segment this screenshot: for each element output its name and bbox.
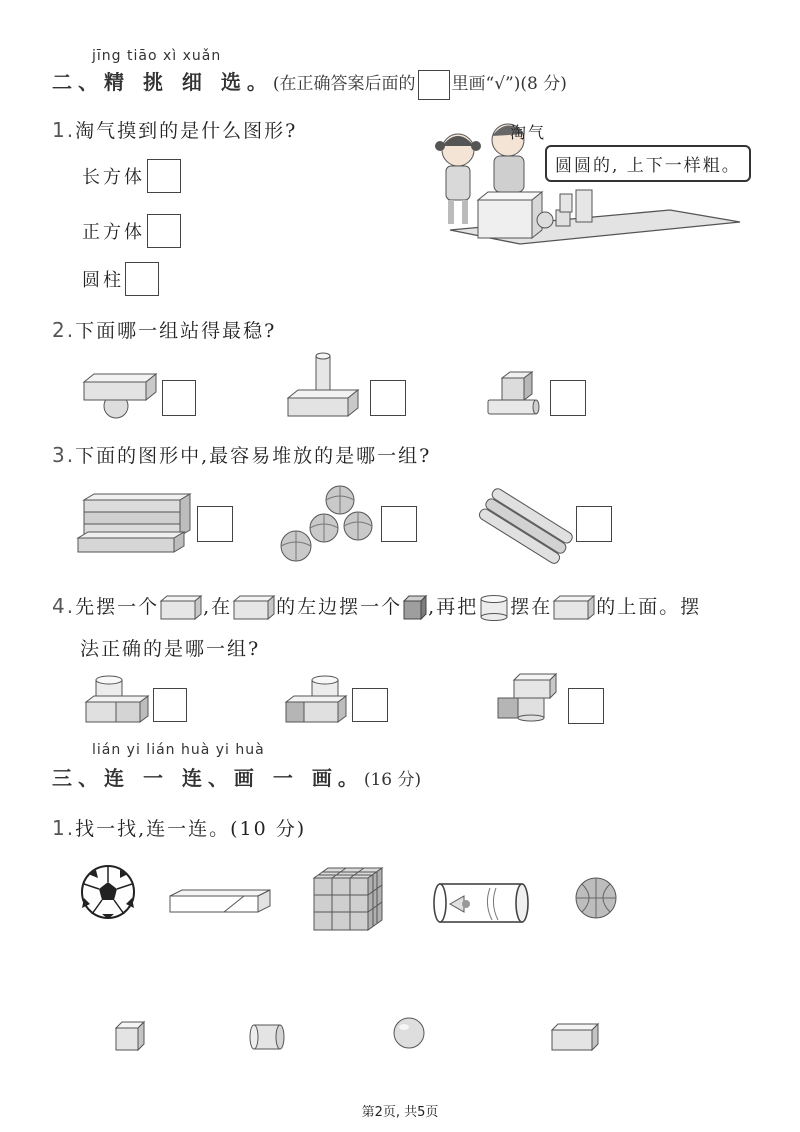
q1-answer-box-3[interactable] — [125, 262, 159, 296]
cylinder-shape-icon[interactable] — [248, 1022, 288, 1052]
q3-boards-shapes — [76, 490, 196, 560]
section2-period: 。 — [246, 70, 273, 94]
speaker-label: 淘气 — [510, 123, 547, 142]
basketball-icon[interactable] — [574, 876, 622, 924]
q1-title — [52, 116, 297, 143]
sphere-shape-icon[interactable] — [392, 1016, 428, 1052]
q1-answer-box-1[interactable] — [147, 159, 181, 193]
speech-bubble: 圆圆的, 上下一样粗。 — [545, 145, 751, 182]
q4-option2-shapes — [284, 674, 354, 726]
cylinder-icon — [560, 194, 572, 212]
q2-number: 2. — [52, 318, 76, 342]
cylinder-icon — [478, 594, 510, 622]
q2-answer-box-2[interactable] — [370, 380, 406, 416]
q4-part6: 的上面。摆 — [596, 596, 702, 618]
q2-answer-box-3[interactable] — [550, 380, 586, 416]
q2-group3-shapes — [486, 372, 546, 422]
q2-group1-shapes — [82, 360, 162, 420]
q2-group2-shapes — [286, 350, 366, 420]
q4-option3-shapes — [496, 670, 566, 722]
cuboid-icon-3 — [552, 595, 596, 621]
section3-number: 三、 — [52, 766, 104, 790]
section3-header — [52, 762, 421, 791]
q4-number: 4. — [52, 594, 76, 618]
answer-box-sample — [418, 70, 450, 100]
section2-note-b: 里画“√”)(8 分) — [451, 74, 567, 94]
section2-header — [52, 66, 567, 100]
s3q1-number: 1. — [52, 816, 76, 840]
q4-option1-shapes — [84, 674, 154, 726]
eraser-icon[interactable] — [168, 886, 274, 918]
q4-part3: 的左边摆一个 — [276, 596, 403, 618]
section2-number: 二、 — [52, 70, 104, 94]
q3-text: 下面的图形中,最容易堆放的是哪一组? — [75, 445, 432, 467]
s3q1-title — [52, 814, 306, 841]
q2-title — [52, 316, 276, 343]
q4-part5: 摆在 — [510, 596, 553, 618]
q2-answer-box-1[interactable] — [162, 380, 196, 416]
q1-number: 1. — [52, 118, 76, 142]
q3-tubes-shapes — [474, 494, 574, 564]
section2-note-a: (在正确答案后面的 — [272, 74, 416, 94]
q1-text: 淘气摸到的是什么图形? — [75, 120, 298, 142]
soccer-ball-icon[interactable] — [80, 864, 138, 922]
cube-icon — [402, 595, 428, 621]
tall-box-icon — [576, 190, 592, 222]
q3-answer-box-2[interactable] — [381, 506, 417, 542]
section3-note: (16 分) — [363, 770, 422, 790]
box-icon — [478, 200, 532, 238]
section3-period: 。 — [337, 766, 364, 790]
q4-answer-box-2[interactable] — [352, 688, 388, 722]
q1-option-3: 圆柱 — [82, 270, 124, 291]
shuttlecock-tube-icon[interactable] — [430, 878, 534, 930]
section3-pinyin: lián yi lián huà yi huà — [92, 742, 265, 758]
page-footer: 第2页, 共5页 — [361, 1105, 439, 1120]
q4-line2: 法正确的是哪一组? — [80, 638, 261, 660]
s3q1-text: 找一找,连一连。(10 分) — [75, 818, 307, 840]
section2-title: 精 挑 细 选 — [104, 70, 247, 94]
cuboid-icon — [159, 595, 203, 621]
cube-shape-icon[interactable] — [114, 1020, 148, 1052]
q3-answer-box-3[interactable] — [576, 506, 612, 542]
ball-icon — [537, 212, 553, 228]
q4-answer-box-1[interactable] — [153, 688, 187, 722]
q4-answer-box-3[interactable] — [568, 688, 604, 724]
q3-answer-box-1[interactable] — [197, 506, 233, 542]
q1-option-2: 正方体 — [82, 222, 145, 243]
q1-option-1: 长方体 — [82, 167, 145, 188]
q4-part4: ,再把 — [428, 596, 479, 618]
q4-part2: ,在 — [203, 596, 233, 618]
section2-pinyin: jīng tiāo xì xuǎn — [92, 48, 222, 64]
rubiks-cube-icon[interactable] — [310, 864, 390, 934]
q4-line1 — [52, 592, 701, 622]
girl-icon — [435, 134, 481, 224]
q3-balls-shapes — [278, 484, 388, 564]
q3-number: 3. — [52, 443, 76, 467]
cuboid-icon-2 — [232, 595, 276, 621]
q1-answer-box-2[interactable] — [147, 214, 181, 248]
q2-text: 下面哪一组站得最稳? — [75, 320, 277, 342]
section3-title: 连 一 连、画 一 画 — [104, 766, 338, 790]
cuboid-shape-icon[interactable] — [550, 1022, 602, 1052]
q4-part1: 先摆一个 — [75, 596, 160, 618]
q3-title — [52, 441, 431, 468]
